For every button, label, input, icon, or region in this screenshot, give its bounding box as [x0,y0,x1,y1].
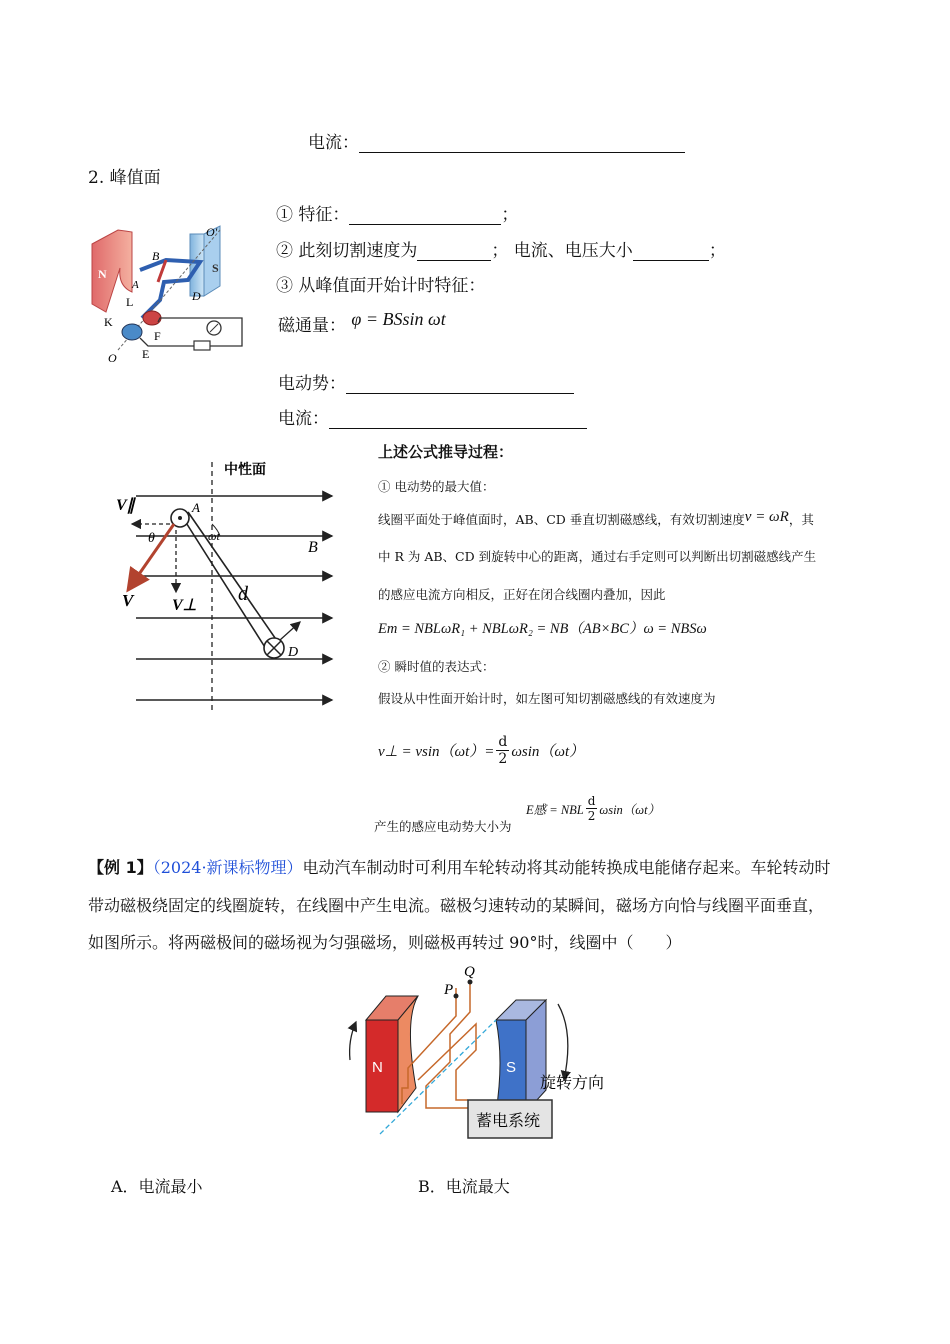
item-feature: ① 特征： ； [276,205,519,225]
example-tag: 【例 1】 [88,858,153,877]
fig-label-rotation: 旋转方向 [540,1073,605,1092]
slip-ring-1 [143,311,161,325]
derivation-title: 上述公式推导过程： [378,443,514,461]
gen-label-e: E [142,347,150,361]
resistor-icon [194,341,210,350]
e-formula-fraction: d 2 [587,794,596,823]
example-figure [336,960,616,1146]
top-current-blank[interactable] [359,134,685,153]
e-induced-label: 产生的感应电动势大小为 [374,819,512,834]
feature-blank[interactable] [349,206,501,225]
fig-label-storage: 蓄电系统 [476,1111,541,1130]
point-p [454,994,459,999]
rotation-arrow-right [558,1004,568,1080]
em-formula: Em = NBLωR₁ + NBLωR₂ = NB（AB×BC）ω = NBSω [378,621,707,637]
gen-label-k: K [104,315,113,329]
flux-row [278,311,446,336]
gen-label-s: S [212,261,219,275]
neutral-plane-label: 中性面 [224,462,266,478]
gen-label-f: F [154,329,161,343]
d-velocity [280,622,300,640]
coil-body [178,510,282,652]
coil-label-d-point: D [288,645,299,660]
cut-speed-blank[interactable] [417,242,491,261]
derivation-s1-title: ① 电动势的最大值： [378,479,495,494]
derivation-s2-title: ② 瞬时值的表达式： [378,659,495,674]
derivation-s1-p3: 的感应电流方向相反，正好在闭合线圈内叠加，因此 [378,587,666,602]
current-blank[interactable] [329,410,587,429]
current-row: 电流： [278,404,587,429]
derivation-s1-p2: 中 R 为 AB、CD 到旋转中心的距离，通过右手定则可以判断出切割磁感线产生 [378,549,817,564]
point-q [468,980,473,985]
slip-ring-2 [122,324,142,340]
coil-rotation-figure [108,452,340,714]
coil-label-a: A [192,500,200,515]
gen-label-n: N [98,267,107,281]
gen-label-b: B [152,249,160,263]
cut-speed-formula: v = ωR [744,509,789,525]
v-formula-fraction: $\frac{d}{2}$ [498,734,508,767]
coil-label-v: V [122,591,134,610]
example-line-2: 带动磁极绕固定的线圈旋转，在线圈中产生电流。磁极匀速转动的某瞬间，磁场方向恰与线圈平面垂直， [88,896,825,915]
top-current-label: 电流： [308,133,359,153]
v-perp-formula: v⊥ = vsin（ωt）= $\frac{d}{2}$ ωsin（ωt） [378,734,585,767]
fig-label-s: S [506,1059,517,1076]
item-timing: ③ 从峰值面开始计时特征： [276,276,486,296]
coil-label-d: d [238,583,248,605]
derivation-s2-p1: 假设从中性面开始计时，如左图可知切割磁感线的有效速度为 [378,691,716,706]
option-b[interactable]: B．电流最大 [418,1177,510,1196]
gen-label-a: A [132,279,139,291]
fig-label-q: Q [464,964,475,980]
example-line-3: 如图所示。将两磁极间的磁场视为匀强磁场，则磁极再转过 90°时，线圈中（ ） [88,933,682,952]
emf-blank[interactable] [346,375,574,394]
current-voltage-blank[interactable] [633,242,709,261]
coil-label-vpar: V∥ [116,497,135,514]
example-source: （2024·新课标物理） [152,858,303,877]
fig-label-n: N [372,1059,383,1076]
gen-label-d: D [192,289,201,303]
coil-label-theta: θ [148,531,155,546]
emf-row: 电动势： [278,369,574,394]
coil-label-vperp: V⊥ [172,597,197,614]
top-current-row [308,128,685,153]
section-heading: 2. 峰值面 [88,168,161,188]
item-cut-speed: ② 此刻切割速度为 ； 电流、电压大小 ； [276,241,726,261]
rotation-arrow-left [350,1022,356,1060]
derivation-s1-p1: 线圈平面处于峰值面时，AB、CD 垂直切割磁感线，有效切割速度v = ωR，其 [378,509,814,527]
coil-label-b: B [308,539,318,556]
flux-formula: φ = BSsin ωt [351,309,446,329]
fig-label-p: P [444,982,454,998]
gen-label-o: O [108,351,117,365]
option-a[interactable]: A．电流最小 [111,1177,203,1196]
flux-label: 磁通量： [278,316,346,336]
example-line-1: 【例 1】（2024·新课标物理）电动汽车制动时可利用车轮转动将其动能转换成电能储存起来。车轮转动时 [88,858,831,877]
e-induced-formula: E感 = NBL d 2 ωsin（ωt） [526,794,661,823]
gen-label-o-prime: O′ [206,225,218,239]
generator-figure [88,222,248,370]
gen-label-l: L [126,295,134,309]
s-magnet-side [526,1000,546,1112]
coil-label-omega-t: ωt [208,529,220,543]
